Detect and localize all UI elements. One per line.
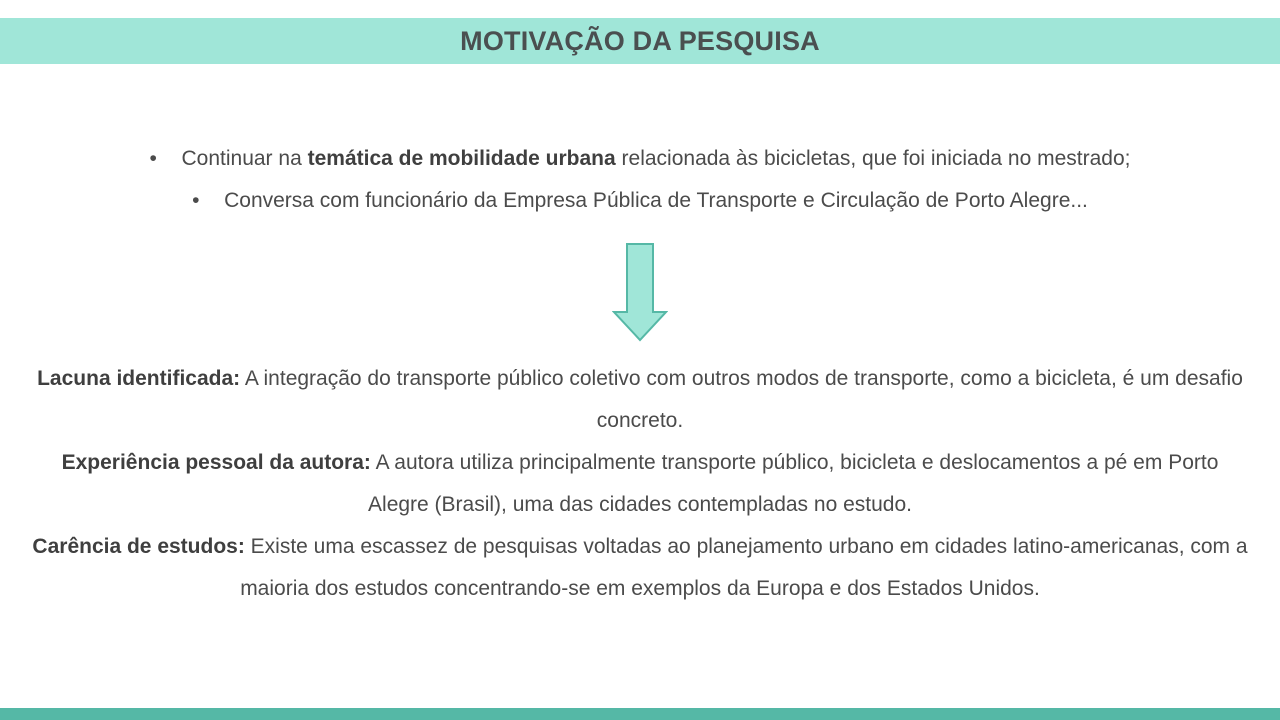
bullet-text-post: relacionada às bicicletas, que foi iniciada no mestrado; (615, 147, 1131, 170)
section-experience (30, 442, 1250, 526)
title-banner (0, 18, 1280, 64)
section-text: A autora utiliza principalmente transporte público, bicicleta e deslocamentos a pé em Porto Alegre (Brasil), uma das cidades contempladas no estudo. (368, 451, 1219, 516)
section-label: Carência de estudos: (32, 535, 245, 558)
down-arrow-icon (612, 242, 668, 342)
slide-title: MOTIVAÇÃO DA PESQUISA (460, 25, 820, 56)
section-label: Experiência pessoal da autora: (61, 451, 371, 474)
footer-bar (0, 708, 1280, 720)
bullet-item (0, 180, 1280, 222)
findings-text (30, 358, 1250, 610)
section-gap (30, 358, 1250, 442)
bullet-marker: • (192, 189, 200, 212)
section-text: Existe uma escassez de pesquisas voltadas ao planejamento urbano em cidades latino-americanas, com a maioria dos estudos concentrando-se em exemplos da Europa e dos Estados Unidos. (240, 535, 1248, 600)
bullet-item (0, 138, 1280, 180)
section-lack-of-studies (30, 526, 1250, 610)
bullet-text: Conversa com funcionário da Empresa Pública de Transporte e Circulação de Porto Alegre... (224, 189, 1088, 212)
bullet-text-pre: Continuar na (181, 147, 308, 170)
down-arrow-shape (612, 242, 668, 342)
bullet-list (0, 138, 1280, 222)
bullet-text-bold: temática de mobilidade urbana (307, 147, 616, 170)
bullet-marker: • (149, 147, 157, 170)
section-label: Lacuna identificada: (37, 367, 241, 390)
section-text: A integração do transporte público coletivo com outros modos de transporte, como a bicicleta, é um desafio concreto. (240, 367, 1243, 432)
